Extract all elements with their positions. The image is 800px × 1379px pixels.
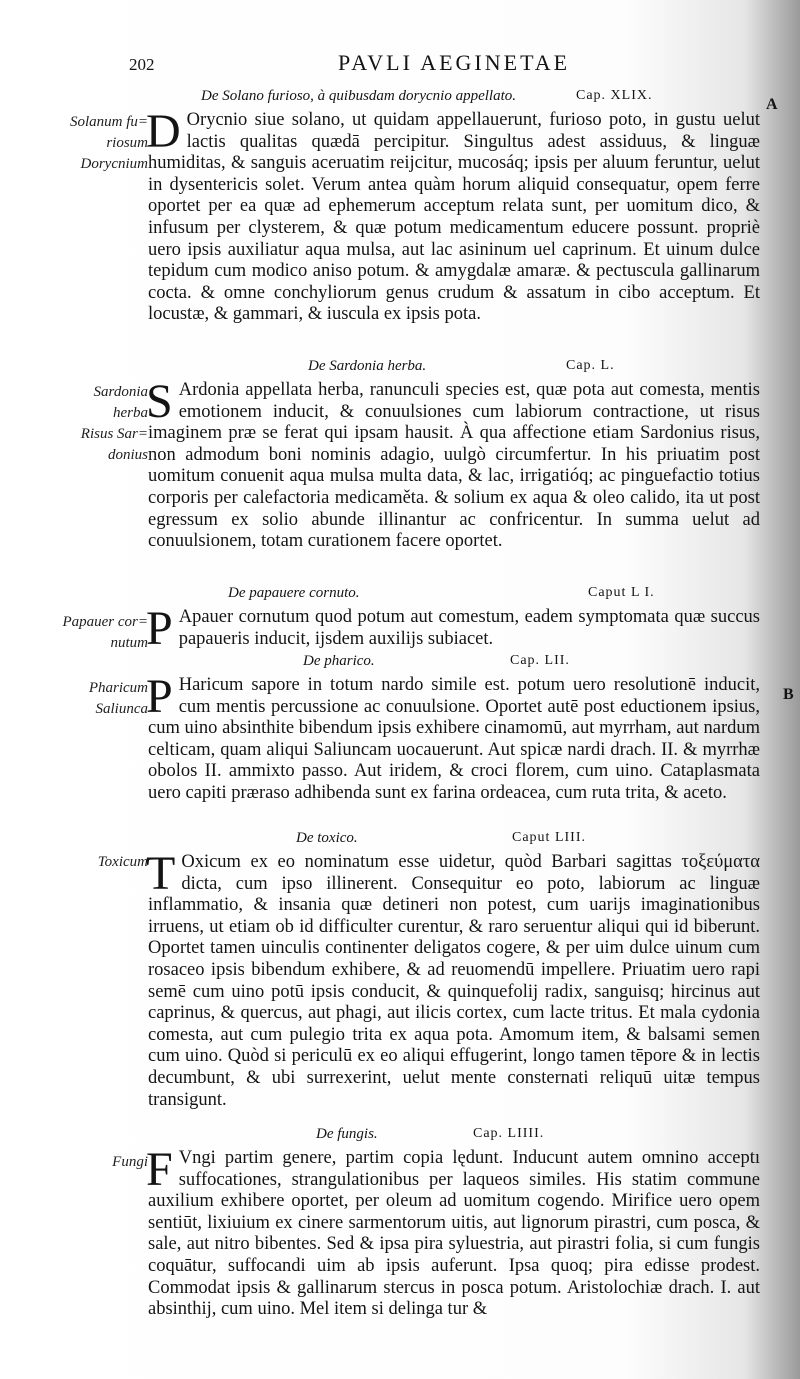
chapter-heading	[148, 585, 760, 607]
side-note-line: Dorycnium	[80, 156, 148, 172]
chapter-body	[146, 847, 760, 1111]
chapter-number: Caput L I.	[588, 585, 655, 600]
chapter-51	[146, 585, 760, 655]
side-note-line: Papauer cor=	[62, 614, 148, 630]
chapter-text: Haricum sapore in totum nardo simile est. potum uero resolutionē inducit, cum mentis percussione ac conuulsione. Oportet autē post eductionem ipsius, cum uino absinthite bibendum ipsis exhibere cinamomū, aut myrrham, aut nardum celticam, quam aliqui Saliuncam uocauerunt. Aut spicæ nardi drach. II. & myrrhæ obolos II. ammixto passo. Aut iridem, & croci florem, cum uino. Cataplasmata uero capiti præraso adhibenda sunt ex farina ordeacea, cum ruta trita, & aceto.	[148, 675, 760, 803]
chapter-heading	[148, 88, 760, 110]
drop-cap: S	[146, 375, 173, 428]
side-note-fungi	[30, 1152, 148, 1173]
chapter-title: De fungis.	[316, 1126, 378, 1142]
chapter-number: Cap. LII.	[510, 653, 570, 668]
chapter-body	[146, 1143, 760, 1321]
chapter-heading	[148, 358, 760, 380]
chapter-title: De toxico.	[296, 830, 358, 846]
chapter-text: Vngi partim genere, partim copia lędunt. Inducunt autem omnino acceptı suffocationes, strangulationibus per laqueos similes. His statim commune auxilium exhibere oportet, per oleum ad uomitum cogendo. Mirifice uero opem sentiūt, lixiuium ex cinere sarmentorum uitis, aut lignorum pirastri, cum posca, & sale, aut nitro bibentes. Sed & ipsa pira syluestria, aut pirastri folia, si cum fungis coquātur, suffocandi uim ab ipsis auferunt. Ipsa quoq; pira edisse prodest. Commodat ipsis & gallinarum stercus in posca potum. Aristolochiæ drach. I. aut absinthij, cum uino. Mel item si delinga tur &	[148, 1148, 760, 1320]
chapter-body	[146, 670, 760, 805]
chapter-heading	[148, 830, 760, 852]
chapter-title: De pharico.	[303, 653, 375, 669]
side-note-line: riosum	[106, 135, 148, 151]
chapter-title: De Solano furioso, à quibusdam dorycnio appellato.	[201, 88, 516, 104]
chapter-49	[148, 88, 760, 326]
drop-cap: F	[146, 1143, 173, 1196]
side-note-line: Toxicum	[97, 854, 148, 870]
page-number: 202	[129, 55, 155, 74]
chapter-number: Cap. L.	[566, 358, 615, 373]
side-note-line: Risus Sar=	[80, 426, 148, 442]
drop-cap: P	[146, 602, 173, 655]
drop-cap: P	[146, 670, 173, 723]
side-note-line: donius	[107, 447, 148, 463]
side-note-line: nutum	[110, 635, 148, 651]
side-note-line: Solanum fu=	[69, 114, 148, 130]
side-note-line: Saliunca	[95, 701, 148, 717]
chapter-heading	[148, 1126, 760, 1148]
chapter-body	[146, 375, 760, 553]
chapter-body	[146, 602, 760, 655]
side-note-line: Sardonia	[93, 384, 148, 400]
side-note-line: Pharicum	[88, 680, 148, 696]
chapter-text: Orycnio siue solano, ut quidam appellauerunt, furioso poto, in gustu uelut lactis qualitas quædā percipitur. Singultus adest assiduus, & linguæ humiditas, & sanguis aceruatim reijcitur, mucosáq; ipsis per aluum feruntur, uelut in dysentericis solet. Verum antea quàm horum aliquid consequatur, opem ferre oportet per ea quæ ad ephemerum acceptum relata sunt, per uomitum dico, & infusum per clysterem, & quæ potum medicamentum educere possunt. propriè uero ipsis auxiliatur aqua mulsa, aut lac asininum uel caprinum. Et uinum dulce tepidum cum modico aniso potum. & amygdalæ amaræ. & pectuscula gallinarum cocta. & omne conchyliorum genus crudum & assatum in cibo acceptum. Et locustæ, & gammari, & iuscula ex ipsis pota.	[148, 110, 760, 325]
side-note-papauer	[30, 612, 148, 654]
drop-cap: T	[146, 847, 176, 900]
chapter-body	[146, 105, 760, 326]
chapter-text: Ardonia appellata herba, ranunculi species est, quæ pota aut comesta, mentis emotionem inducit, & conuulsiones cum labiorum contractione, ut risus imaginem præ se ferat qui ipsam hausit. À qua affectione etiam Sardonius risus, non admodum boni nominis adagio, uulgò circumfertur. In his priuatim post uomitum conuenit aqua mulsa multa data, & lac, irrigatióq; ac pinguefactio totius corporis per calefactoria medicaměta. & solium ex aqua & oleo calido, ita ut post egressum ex solio abunde illinantur ac confricentur. In summa uelut ad conuulsionem, totam curationem facere oportet.	[148, 380, 760, 552]
chapter-number: Cap. LIIII.	[473, 1126, 545, 1141]
chapter-53	[148, 830, 760, 1111]
side-note-dorycnium	[30, 112, 148, 175]
chapter-54	[148, 1126, 760, 1321]
margin-mark-b: B	[783, 686, 794, 703]
margin-mark-a: A	[766, 96, 778, 113]
side-note-pharicum	[30, 678, 148, 720]
chapter-heading	[148, 653, 760, 675]
side-note-sardonia	[30, 382, 148, 466]
drop-cap: D	[146, 105, 181, 158]
chapter-title: De papauere cornuto.	[228, 585, 360, 601]
chapter-title: De Sardonia herba.	[308, 358, 427, 374]
chapter-text: Apauer cornutum quod potum aut comestum, eadem symptomata quæ succus papaueris inducit, ijsdem auxilijs subiacet.	[178, 607, 760, 649]
running-title: PAVLI AEGINETAE	[338, 50, 571, 75]
chapter-number: Cap. XLIX.	[576, 88, 653, 103]
side-note-line: Fungi	[112, 1154, 148, 1170]
chapter-text: Oxicum ex eo nominatum esse uidetur, quòd Barbari sagittas τοξεύματα dicta, cum ipso illinerent. Consequitur eo poto, labiorum ac linguæ inflammatio, & insania quæ detineri non potest, cum uarijs imaginationibus irruens, ut etiam ob id difficulter curentur, & raro seruentur aliqui qui id biberunt. Oportet tamen uinculis continenter deligatos cogere, & per uim dulce uinum cum rosaceo ipsis bibendum exhibere, & ad reuomendū impellere. Priuatim uero rapi semē cum uino potū ipsis conducit, & quinquefolij radix, sanguisq; hircinus aut caprinus, & quercus, aut phagi, aut ilicis cortex, cum lacte tritus. Et mala cydonia comesta, aut cum pulegio trita ex aqua pota. Amomum item, & balsami semen cum uino. Quòd si periculū ex eo aliqui effugerint, longo tamen tēpore & in lectis decumbunt, & ubi surrexerint, uelut mente consternati reliquū uitæ tempus transigunt.	[148, 852, 760, 1110]
chapter-50	[148, 358, 760, 553]
chapter-number: Caput LIII.	[512, 830, 586, 845]
side-note-line: herba	[113, 405, 148, 421]
side-note-toxicum	[30, 852, 148, 873]
chapter-52	[148, 653, 760, 805]
